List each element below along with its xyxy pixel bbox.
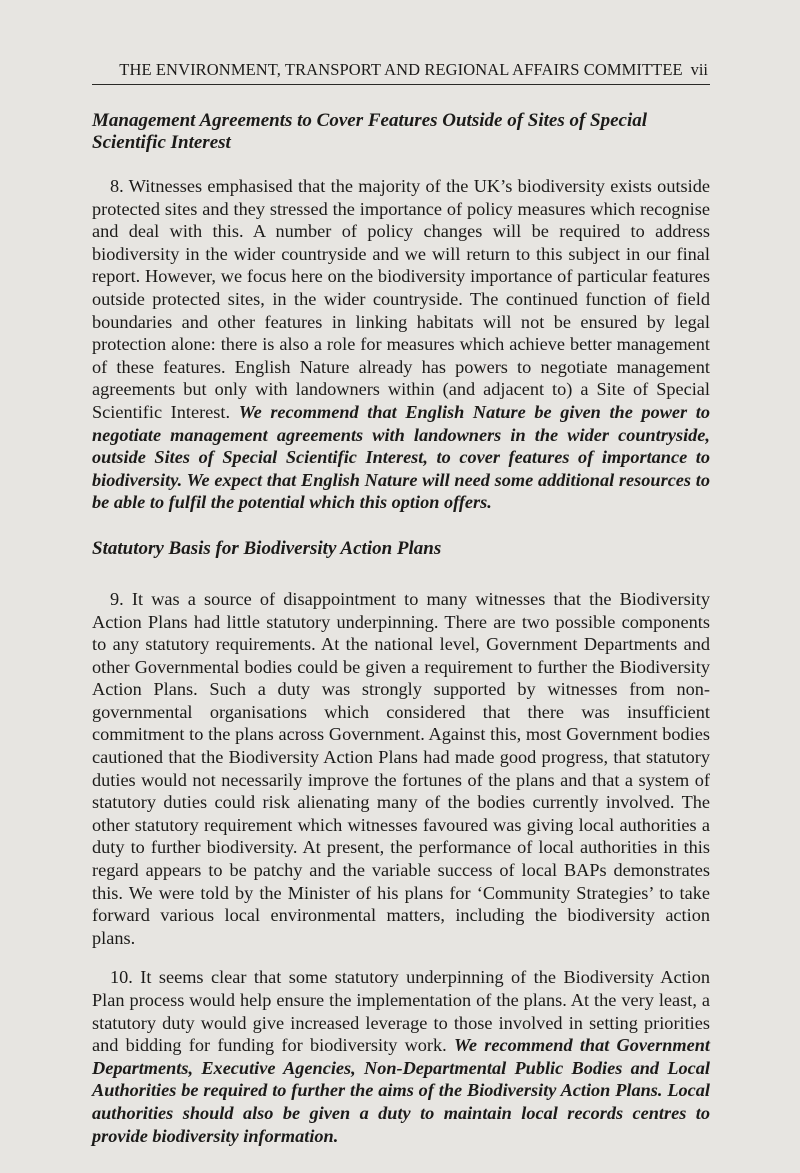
paragraph-8	[92, 175, 710, 514]
paragraph-10	[92, 966, 710, 1147]
paragraph-text: 9. It was a source of disappointment to many witnesses that the Biodiversity Action Plans had little statutory underpinning. There are two possible components to any statutory requirements. At the national level, Government Departments and other Governmental bodies could be given a requirement to further the Biodiversity Action Plans. Such a duty was strongly supported by witnesses from non-governmental organisations which considered that there was insufficient commitment to the plans across Government. Against this, most Government bodies cautioned that the Biodiversity Action Plans had made good progress, that statutory duties would not necessarily improve the fortunes of the plans and that a system of statutory duties could risk alienating many of the bodies currently involved. The other statutory requirement which witnesses favoured was giving local authorities a duty to further biodiversity. At present, the performance of local authorities in this regard appears to be patchy and the variable success of local BAPs demonstrates this. We were told by the Minister of his plans for ‘Community Strategies’ to take forward various local environmental matters, including the biodiversity action plans.	[92, 588, 710, 948]
section-heading: Statutory Basis for Biodiversity Action Plans	[92, 537, 442, 559]
paragraph-text: 10. It seems clear that some statutory underpinning of the Biodiversity Action Plan process would help ensure the implementation of the plans. At the very least, a statutory duty would give increased leverage to those involved in setting priorities and bidding for funding for biodiversity work.	[92, 967, 710, 1056]
page-number: vii	[690, 60, 708, 79]
section-statutory-basis	[92, 538, 710, 1147]
paragraph-text: 8. Witnesses emphasised that the majority of the UK’s biodiversity exists outside protected sites and they stressed the importance of policy measures which recognise and deal with this. A number of policy changes will be required to address biodiversity in the wider countryside and we will return to this subject in our final report. However, we focus here on the biodiversity importance of particular features outside protected sites, in the wider countryside. The continued function of field boundaries and other features in linking habitats will not be ensured by legal protection alone: there is also a role for measures which achieve better management of these features. English Nature already has powers to negotiate management agreements but only with landowners within (and adjacent to) a Site of Special Scientific Interest.	[92, 176, 710, 422]
running-head	[92, 60, 710, 85]
section-heading: Management Agreements to Cover Features Outside of Sites of Special Scientific Interest	[92, 110, 648, 153]
recommendation-text: We recommend that English Nature be given the power to negotiate management agreements with landowners in the wider countryside, outside Sites of Special Scientific Interest, to cover features of importance to biodiversity. We expect that English Nature will need some additional resources to be able to fulfil the potential which this option offers.	[92, 401, 710, 513]
document-body	[92, 110, 710, 1147]
section-management-agreements	[92, 110, 710, 514]
recommendation-text: We recommend that Government Departments, Executive Agencies, Non-Departmental Public Bodies and Local Authorities be required to further the aims of the Biodiversity Action Plans. Local authorities should also be given a duty to maintain local records centres to provide biodiversity information.	[92, 1035, 710, 1146]
running-title: THE ENVIRONMENT, TRANSPORT AND REGIONAL AFFAIRS COMMITTEE	[119, 60, 683, 79]
paragraph-9	[92, 588, 710, 950]
